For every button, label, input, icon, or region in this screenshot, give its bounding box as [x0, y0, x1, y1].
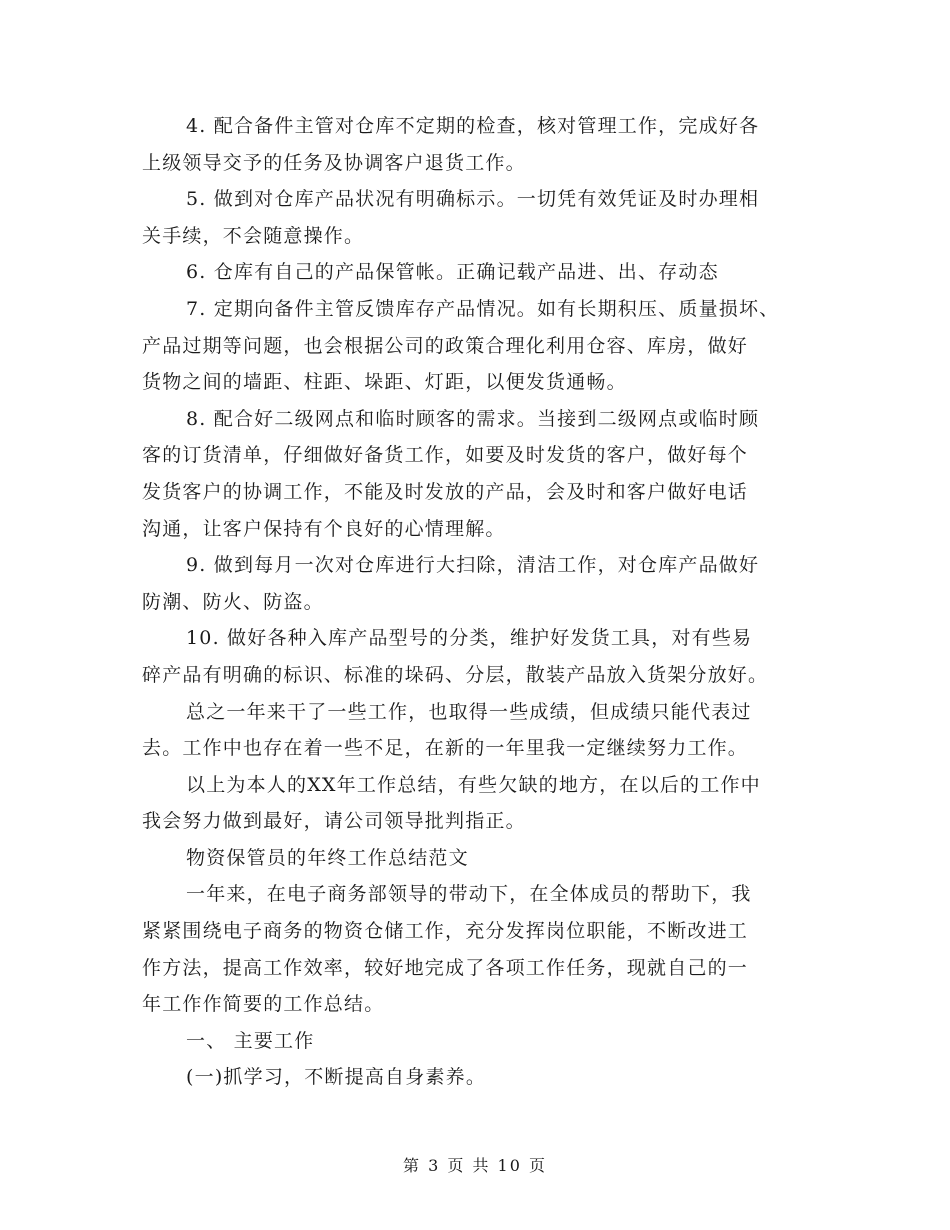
text-line: 防潮、防火、防盗。 [142, 590, 324, 613]
text-line: 物资保管员的年终工作总结范文 [186, 846, 469, 869]
text-line: 我会努力做到最好，请公司领导批判指正。 [142, 810, 526, 833]
text-line: 上级领导交予的任务及协调客户退货工作。 [142, 151, 526, 174]
page-footer: 第 3 页 共 10 页 [403, 1156, 547, 1175]
text-line: 客的订货清单，仔细做好备货工作，如要及时发货的客户，做好每个 [142, 444, 749, 467]
document-body [142, 108, 822, 1096]
text-line: 作方法，提高工作效率，较好地完成了各项工作任务，现就自己的一 [142, 956, 749, 979]
text-line: 发货客户的协调工作，不能及时发放的产品，会及时和客户做好电话 [142, 480, 749, 503]
text-line: 总之一年来干了一些工作，也取得一些成绩，但成绩只能代表过 [186, 700, 752, 723]
text-line: 货物之间的墙距、柱距、垛距、灯距，以便发货通畅。 [142, 371, 627, 394]
text-line: 6. 仓库有自己的产品保管帐。正确记载产品进、出、存动态 [186, 261, 719, 284]
text-line: 去。工作中也存在着一些不足，在新的一年里我一定继续努力工作。 [142, 737, 749, 760]
text-line: 一、 主要工作 [186, 1029, 315, 1052]
text-line: (一)抓学习，不断提高自身素养。 [186, 1066, 487, 1089]
text-line: 紧紧围绕电子商务的物资仓储工作，充分发挥岗位职能，不断改进工 [142, 920, 749, 943]
text-line: 10. 做好各种入库产品型号的分类，维护好发货工具，对有些易 [186, 627, 753, 650]
text-line: 7. 定期向备件主管反馈库存产品情况。如有长期积压、质量损坏、 [186, 297, 780, 320]
text-line: 一年来，在电子商务部领导的带动下，在全体成员的帮助下，我 [186, 883, 752, 906]
text-line: 4. 配合备件主管对仓库不定期的检查，核对管理工作，完成好各 [186, 115, 760, 137]
text-line: 产品过期等问题，也会根据公司的政策合理化利用仓容、库房，做好 [142, 334, 749, 357]
text-line: 关手续，不会随意操作。 [142, 224, 365, 247]
text-line: 以上为本人的XX年工作总结，有些欠缺的地方，在以后的工作中 [186, 773, 761, 796]
text-line: 碎产品有明确的标识、标准的垛码、分层，散装产品放入货架分放好。 [142, 663, 769, 686]
text-line: 年工作作简要的工作总结。 [142, 993, 385, 1016]
text-line: 沟通，让客户保持有个良好的心情理解。 [142, 517, 506, 540]
text-line: 5. 做到对仓库产品状况有明确标示。一切凭有效凭证及时办理相 [186, 188, 760, 211]
text-line: 8. 配合好二级网点和临时顾客的需求。当接到二级网点或临时顾 [186, 407, 760, 430]
text-line: 9. 做到每月一次对仓库进行大扫除，清洁工作，对仓库产品做好 [186, 554, 760, 577]
